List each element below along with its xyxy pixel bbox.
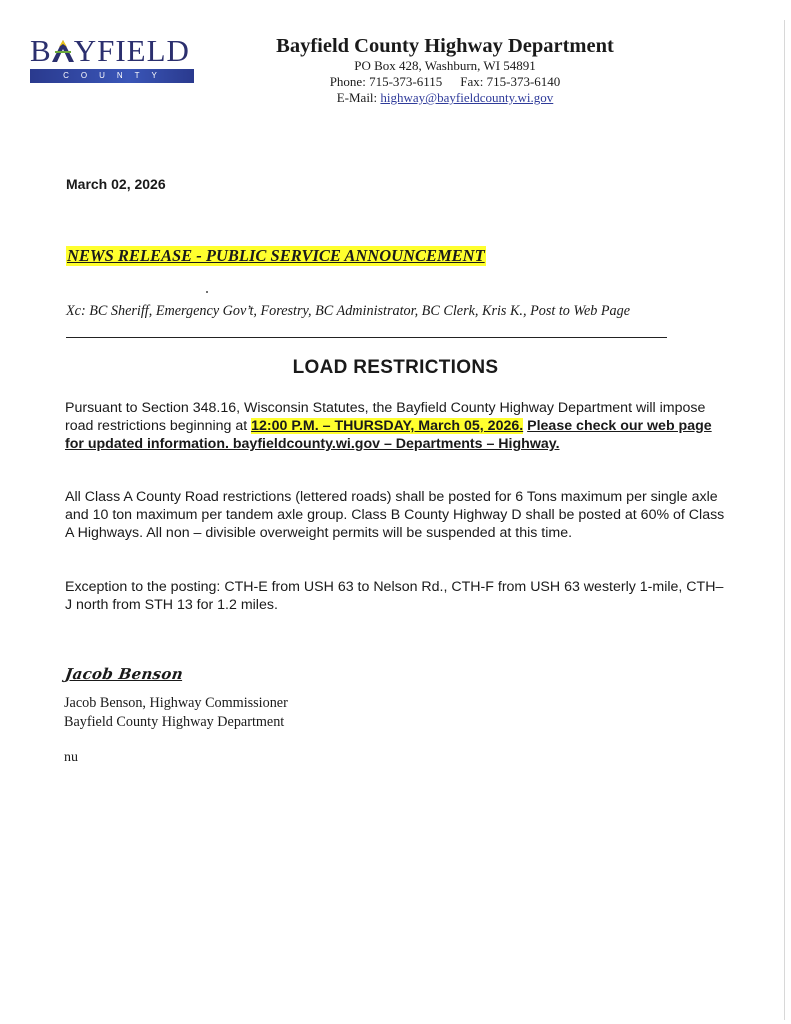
- organization-title: Bayfield County Highway Department: [276, 35, 614, 57]
- signer-name-title: Jacob Benson, Highway Commissioner: [64, 695, 288, 711]
- letterhead: [200, 34, 690, 106]
- paragraph-intro: Pursuant to Section 348.16, Wisconsin Statutes, the Bayfield County Highway Department will impose road restrictions beginning at: [65, 400, 706, 434]
- paragraph-class-restrictions: All Class A County Road restrictions (lettered roads) shall be posted for 6 Tons maximum per single axle and 10 ton maximum per tandem axle group. Class B County Highway D shall be posted at 60% of Class A Highways. All non – divisible overweight permits will be suspended at this time.: [65, 489, 725, 541]
- signature-block: [64, 694, 288, 732]
- mailing-address: PO Box 428, Washburn, WI 54891: [354, 58, 536, 73]
- scan-speck: [206, 291, 208, 293]
- paragraph-restriction-start: [65, 399, 729, 453]
- handwritten-signature: Jacob Benson: [64, 665, 185, 683]
- logo-county-bar: COUNTY: [30, 69, 194, 83]
- page-title: LOAD RESTRICTIONS: [292, 357, 499, 378]
- email-line: [200, 90, 690, 106]
- paragraph-exceptions: Exception to the posting: CTH-E from USH 63 to Nelson Rd., CTH-F from USH 63 westerly 1-mile, CTH–J north from STH 13 for 1.2 miles.: [65, 579, 724, 613]
- contact-numbers: [200, 74, 690, 90]
- email-label: E-Mail:: [336, 90, 378, 105]
- logo-wordmark: B YFIELD: [30, 33, 190, 68]
- document-date: March 02, 2026: [66, 176, 166, 192]
- phone-number: Phone: 715-373-6115: [329, 74, 443, 89]
- page-edge: [784, 20, 785, 1020]
- county-logo: [30, 33, 196, 83]
- horizontal-rule: [66, 337, 667, 338]
- news-release-title: NEWS RELEASE - PUBLIC SERVICE ANNOUNCEMENT: [67, 246, 485, 265]
- logo-a-mountain-icon: [52, 36, 74, 62]
- web-page-note: Please check our web page for updated information. bayfieldcounty.wi.gov – Departments – Highway.: [65, 418, 712, 452]
- restriction-start-highlight: 12:00 P.M. – THURSDAY, March 05, 2026.: [251, 418, 524, 434]
- typist-initials: nu: [64, 750, 78, 765]
- email-link[interactable]: highway@bayfieldcounty.wi.gov: [380, 90, 554, 105]
- copy-distribution-line: Xc: BC Sheriff, Emergency Gov’t, Forestry, BC Administrator, BC Clerk, Kris K., Post to Web Page: [66, 303, 631, 319]
- signer-department: Bayfield County Highway Department: [64, 714, 285, 730]
- fax-number: Fax: 715-373-6140: [460, 74, 561, 89]
